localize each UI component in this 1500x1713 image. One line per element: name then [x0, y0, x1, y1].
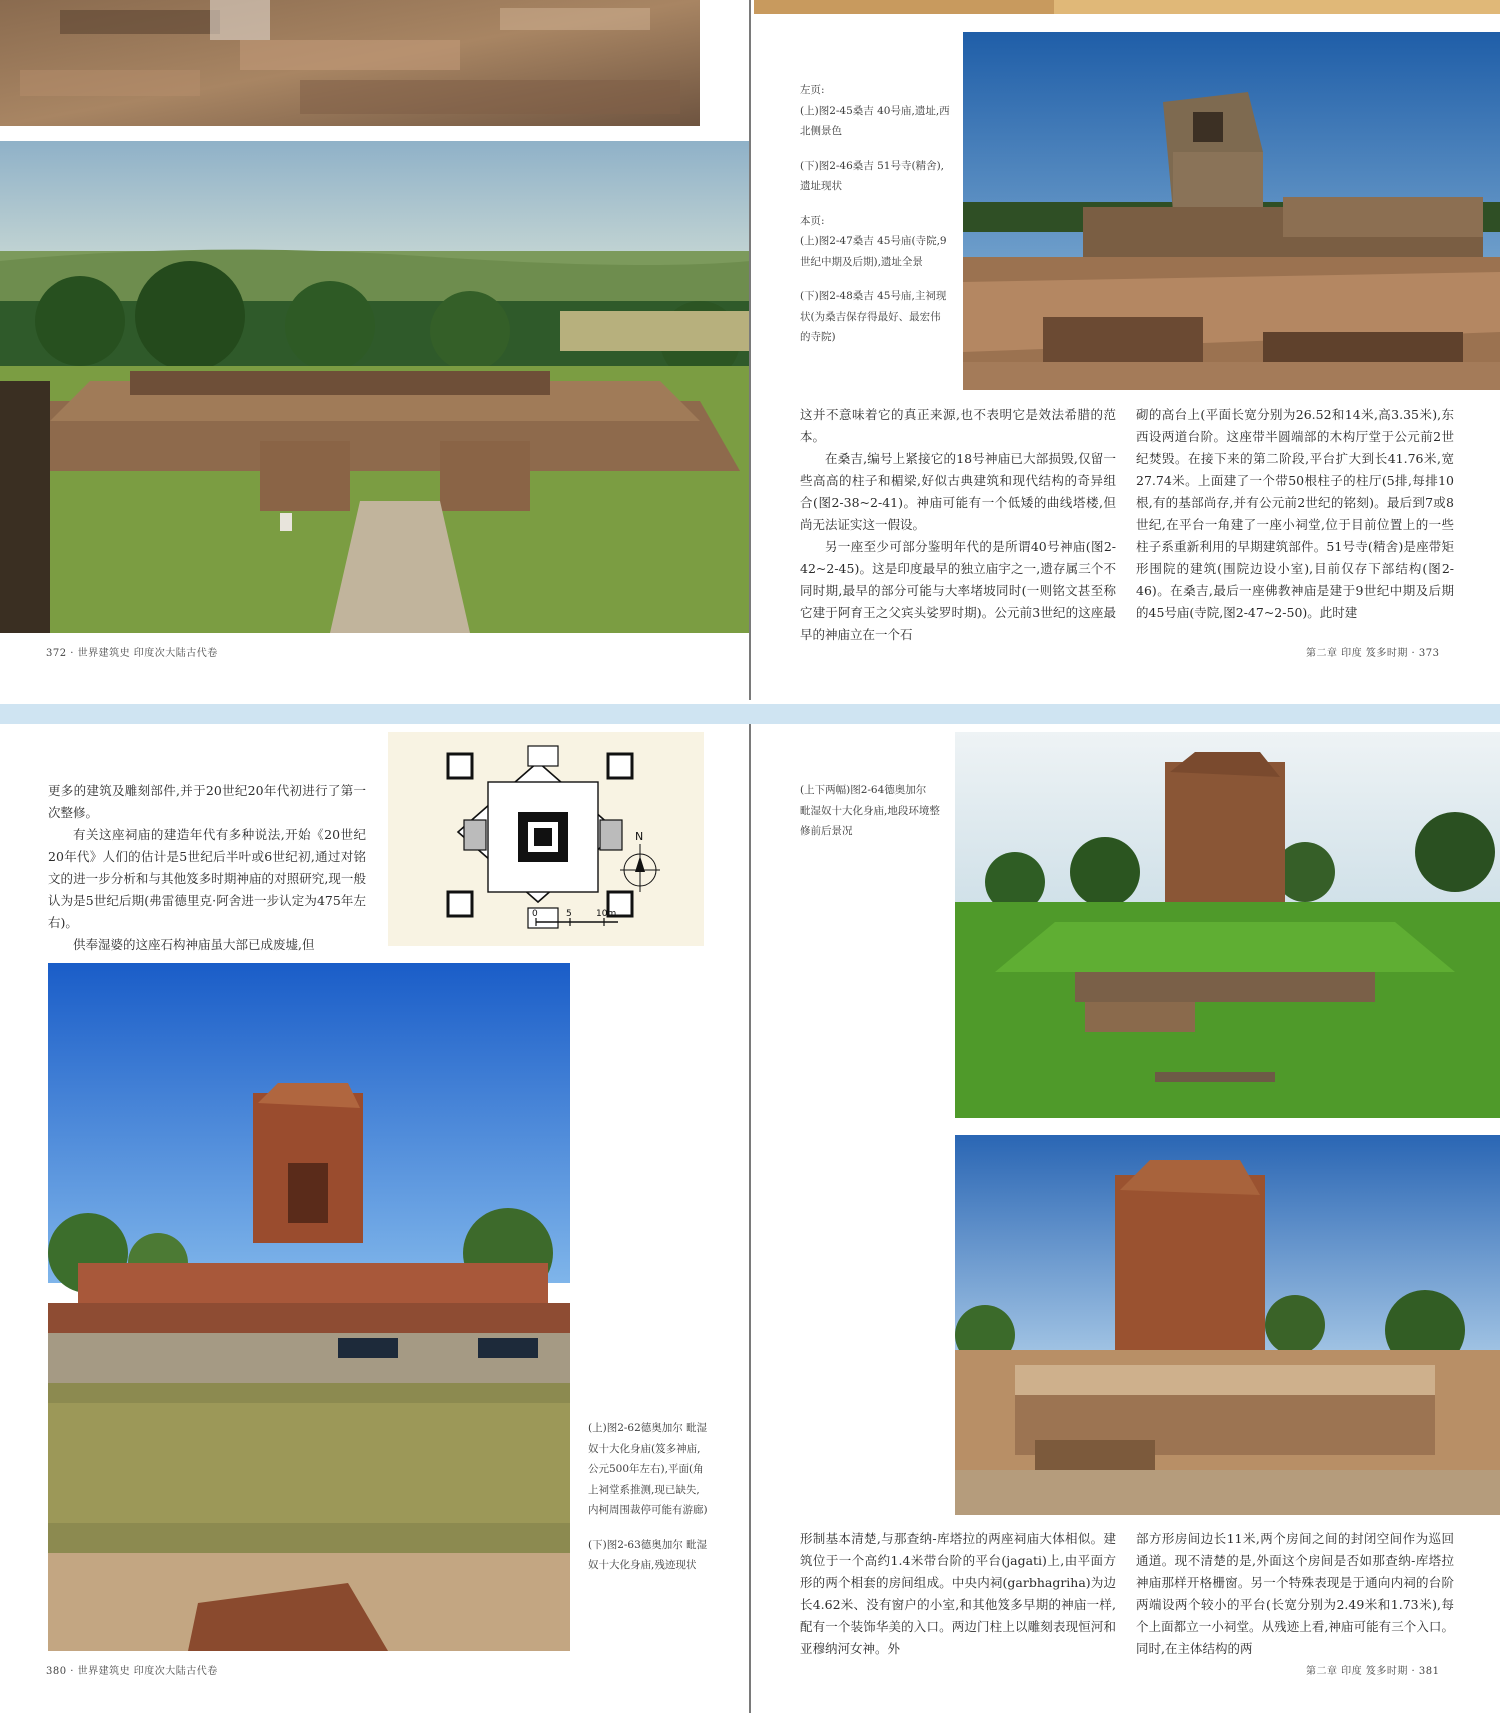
- body-column-bottom-right-1: [800, 1528, 1116, 1660]
- paragraph: 另一座至少可部分鉴明年代的是所谓40号神庙(图2-42~2-45)。这是印度最早的独立庙宇之一,遗存属三个不同时期,最早的部分可能与大率堵坡同时(一则铭文甚至称它建于阿育王之父宾头娑罗时期)。公元前3世纪的这座最早的神庙立在一个石: [800, 539, 1116, 642]
- photo-temple-site-before: [955, 732, 1500, 1118]
- paragraph: 这并不意味着它的真正来源,也不表明它是效法希腊的范本。: [800, 407, 1116, 444]
- paragraph: 更多的建筑及雕刻部件,并于20世纪20年代初进行了第一次整修。: [48, 783, 366, 820]
- caption-label: 左页:: [800, 84, 825, 96]
- photo-ruins-top-left: [0, 0, 700, 126]
- photo-monastery-ruins-landscape: [0, 141, 750, 633]
- spine-divider-bottom: [749, 724, 751, 1713]
- page-footer-372: 372 · 世界建筑史 印度次大陆古代卷: [46, 648, 218, 659]
- scale-label-10m: 10m: [596, 909, 617, 919]
- caption-text: (上)图2-62德奥加尔 毗湿奴十大化身庙(笈多神庙,公元500年左右),平面(角上祠堂系推测,现已缺失,内柯周围裁停可能有游廊): [588, 1422, 708, 1516]
- caption-label: 本页:: [800, 214, 825, 227]
- body-column-bottom-right-2: [1136, 1528, 1454, 1660]
- caption-text: (上下两幅)图2-64德奥加尔 毗湿奴十大化身庙,地段环境整修前后景况: [800, 784, 940, 837]
- caption-text: (下)图2-63德奥加尔 毗湿奴十大化身庙,残迹现状: [588, 1538, 708, 1571]
- scale-label-5: 5: [566, 909, 572, 919]
- paragraph: 有关这座祠庙的建造年代有多种说法,开始《20世纪20年代》人们的估计是5世纪后半叶或6世纪初,通过对铭文的进一步分析和与其他笈多时期神庙的对照研究,现一般认为是5世纪后期(弗雷德里克·阿舍进一步认定为475年左右)。: [48, 827, 366, 930]
- caption-text: (下)图2-48桑吉 45号庙,主祠现状(为桑吉保存得最好、最宏伟的寺院): [800, 290, 947, 343]
- page-footer-373: 第二章 印度 笈多时期 · 373: [1306, 648, 1440, 659]
- paragraph: 供奉湿婆的这座石构神庙虽大部已成废墟,但: [73, 937, 315, 952]
- photo-strip-top-right: [754, 0, 1500, 14]
- photo-temple-site-after: [955, 1135, 1500, 1515]
- body-column-top-right-2: [1136, 404, 1454, 624]
- paragraph: 形制基本清楚,与那查纳-库塔拉的两座祠庙大体相似。建筑位于一个高约1.4米带台阶的平台(jagati)上,由平面方形的两个相套的房间组成。中央内祠(garbhagriha)为边长4.62米、没有窗户的小室,和其他笈多早期的神庙一样,配有一个装饰华美的入口。两边门柱上以雕刻表现恒河和亚穆纳河女神。外: [800, 1531, 1116, 1656]
- caption-block-bottom-right: [800, 780, 940, 856]
- spine-divider-top: [749, 0, 751, 700]
- paragraph: 部方形房间边长11米,两个房间之间的封闭空间作为巡回通道。现不清楚的是,外面这个房间是否如那查纳-库塔拉神庙那样开格栅窗。另一个特殊表现是于通向内祠的台阶两端设两个较小的平台(长宽分别为2.49米和1.73米),每个上面都立一小祠堂。从残迹上看,神庙可能有三个入口。同时,在主体结构的两: [1136, 1531, 1454, 1656]
- caption-text: (上)图2-47桑吉 45号庙(寺院,9世纪中期及后期),遗址全景: [800, 235, 947, 268]
- caption-text: (上)图2-45桑吉 40号庙,遗址,西北侧景色: [800, 104, 950, 137]
- paragraph: 砌的高台上(平面长宽分别为26.52和14米,高3.35米),东西设两道台阶。这座带半圆端部的木构厅堂于公元前2世纪焚毁。在接下来的第二阶段,平台扩大到长41.76米,宽27.74米。上面建了一个带50根柱子的柱厅(5排,每排10根,有的基部尚存,并有公元前2世纪的铭刻)。最后到7或8世纪,在平台一角建了一座小祠堂,位于目前位置上的一些柱子系重新利用的早期建筑部件。51号寺(精舍)是座带矩形围院的建筑(围院边设小室),目前仅存下部结构(图2-46)。在桑吉,最后一座佛教神庙是建于9世纪中期及后期的45号庙(寺院,图2-47~2-50)。此时建: [1136, 407, 1454, 620]
- body-column-top-right-1: [800, 404, 1116, 646]
- caption-text: (下)图2-46桑吉 51号寺(精舍),遗址现状: [800, 159, 945, 192]
- temple-floor-plan: [388, 732, 704, 946]
- photo-temple-45-shrine: [963, 32, 1500, 390]
- page-footer-380: 380 · 世界建筑史 印度次大陆古代卷: [46, 1666, 218, 1677]
- scale-label-0: 0: [532, 909, 538, 919]
- caption-block-top-right: [800, 80, 950, 362]
- paragraph: 在桑吉,编号上紧接它的18号神庙已大部损毁,仅留一些高高的柱子和楣梁,好似古典建筑和现代结构的奇异组合(图2-38~2-41)。神庙可能有一个低矮的曲线塔楼,但尚无法证实这一假设。: [800, 451, 1116, 532]
- spread-separator-band: [0, 704, 1500, 724]
- page-footer-381: 第二章 印度 笈多时期 · 381: [1306, 1666, 1440, 1677]
- north-label: N: [635, 830, 644, 843]
- caption-block-bottom-left: [588, 1418, 708, 1590]
- photo-dashavatara-temple-remains: [48, 963, 570, 1651]
- body-column-bottom-left: [48, 780, 366, 956]
